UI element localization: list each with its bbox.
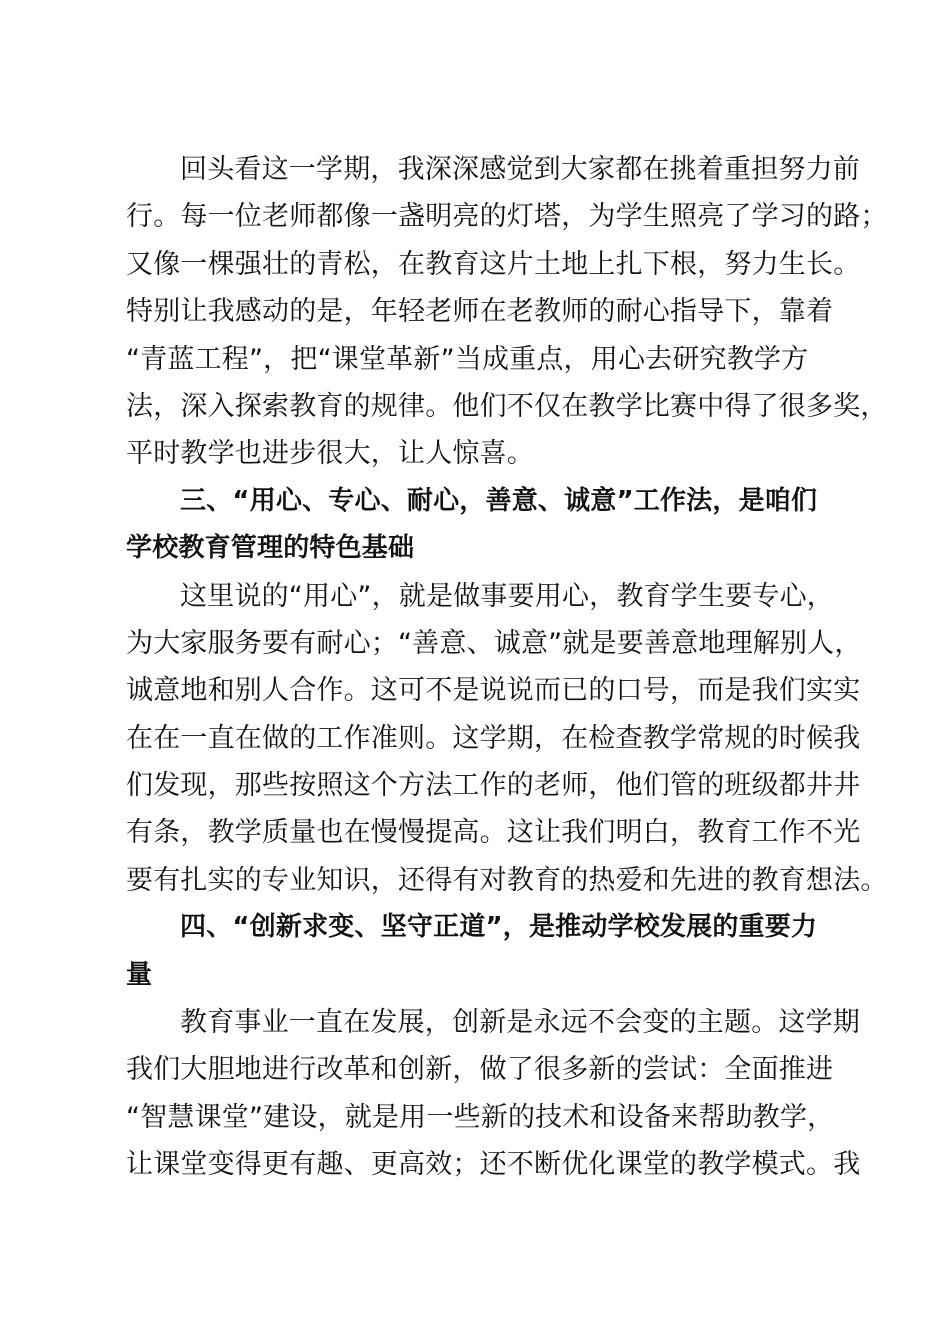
section-heading-line: 量 [126, 959, 153, 990]
body-text-line: 教育事业一直在发展，创新是永远不会变的主题。这学期 [180, 1007, 860, 1039]
document-page [126, 146, 888, 1189]
body-text-line: “青蓝工程”，把“课堂革新”当成重点，用心去研究教学方 [126, 343, 809, 375]
body-text-line: 平时教学也进步很大，让人惊喜。 [126, 438, 534, 470]
section-heading-line: 学校教育管理的特色基础 [126, 533, 415, 564]
section-heading-line: 三、“用心、专心、耐心，善意、诚意”工作法，是咱们 [180, 485, 818, 516]
body-text-line: 行。每一位老师都像一盏明亮的灯塔，为学生照亮了学习的路； [126, 201, 888, 233]
body-text-line: 我们大胆地进行改革和创新，做了很多新的尝试：全面推进 [126, 1054, 834, 1086]
body-text-line: 诚意地和别人合作。这可不是说说而已的口号，而是我们实实 [126, 675, 861, 707]
section-heading-line: 四、“创新求变、坚守正道”，是推动学校发展的重要力 [180, 912, 818, 943]
body-text-line: 在在一直在做的工作准则。这学期，在检查教学常规的时候我 [126, 722, 861, 754]
body-text-line: 特别让我感动的是，年轻老师在老教师的耐心指导下，靠着 [126, 296, 834, 328]
body-text-line: 为大家服务要有耐心；“善意、诚意”就是要善意地理解别人， [126, 627, 862, 659]
body-text-line: 让课堂变得更有趣、更高效；还不断优化课堂的教学模式。我 [126, 1149, 861, 1181]
body-text-line: 有条，教学质量也在慢慢提高。这让我们明白，教育工作不光 [126, 817, 861, 849]
body-text-line: 又像一棵强壮的青松，在教育这片土地上扎下根，努力生长。 [126, 248, 861, 280]
body-text-line: “智慧课堂”建设，就是用一些新的技术和设备来帮助教学， [126, 1101, 835, 1133]
body-text-line: 这里说的“用心”，就是做事要用心，教育学生要专心， [180, 580, 834, 612]
body-text-line: 法，深入探索教育的规律。他们不仅在教学比赛中得了很多奖， [126, 390, 888, 422]
body-text-line: 们发现，那些按照这个方法工作的老师，他们管的班级都井井 [126, 770, 861, 802]
body-text-line: 回头看这一学期，我深深感觉到大家都在挑着重担努力前 [180, 154, 860, 185]
body-text-line: 要有扎实的专业知识，还得有对教育的热爱和先进的教育想法。 [126, 864, 888, 896]
